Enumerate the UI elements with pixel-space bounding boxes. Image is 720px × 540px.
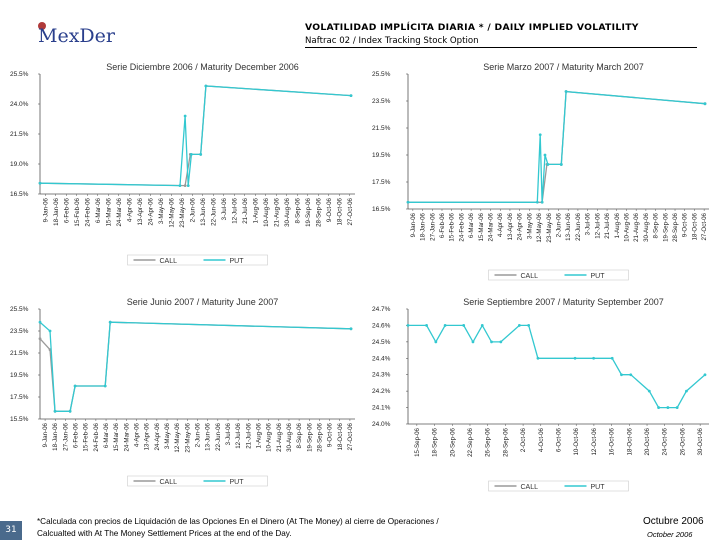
y-tick-label: 24.6% [372, 322, 391, 330]
y-tick-label: 17.5% [372, 179, 391, 186]
x-tick-label: 24-Mar-06 [115, 198, 123, 227]
x-tick-label: 15-Feb-06 [448, 213, 456, 242]
page-header [305, 22, 697, 46]
x-tick-label: 30-Aug-06 [285, 423, 293, 452]
x-tick-label: 20-Sep-06 [449, 428, 457, 457]
x-tick-label: 6-Feb-06 [72, 423, 80, 449]
x-tick-label: 26-Sep-06 [484, 428, 492, 457]
x-tick-label: 12-May-06 [168, 198, 176, 228]
x-tick-label: 22-Jun-06 [214, 423, 222, 451]
x-tick-label: 19-Sep-06 [306, 423, 314, 452]
x-tick-label: 13-Apr-06 [136, 198, 144, 226]
series-line-call [40, 86, 351, 186]
x-tick-label: 15-Sep-06 [413, 428, 421, 457]
y-tick-label: 23.5% [372, 98, 391, 105]
x-tick-label: 30-Aug-06 [283, 198, 291, 227]
footnote-line-1: *Calculada con precios de Liquidación de las Opciones En el Dinero (At The Money) al cierre de Operaciones / [37, 517, 439, 526]
data-point [546, 163, 549, 166]
x-tick-label: 15-Feb-06 [73, 198, 81, 227]
data-point [611, 357, 614, 360]
x-tick-label: 15-Mar-06 [477, 213, 485, 242]
x-tick-label: 18-Jan-06 [419, 213, 427, 241]
x-tick-label: 22-Sep-06 [466, 428, 474, 457]
x-tick-label: 2-Oct-06 [520, 428, 528, 453]
x-tick-label: 1-Aug-06 [255, 423, 263, 449]
x-tick-label: 28-Sep-06 [502, 428, 510, 457]
x-tick-label: 20-Oct-06 [644, 428, 652, 456]
x-tick-label: 19-Sep-06 [304, 198, 312, 227]
x-tick-label: 12-May-06 [174, 423, 182, 453]
data-point [350, 94, 353, 97]
x-tick-label: 9-Jan-06 [42, 423, 50, 448]
data-point [704, 102, 707, 105]
y-tick-label: 19.5% [372, 152, 391, 159]
x-tick-label: 18-Jan-06 [52, 198, 60, 226]
x-tick-label: 6-Mar-06 [468, 213, 476, 239]
x-tick-label: 30-Aug-06 [642, 213, 650, 242]
header-divider [305, 47, 697, 48]
series-line-call [40, 322, 351, 411]
x-tick-label: 12-Jul-06 [231, 198, 239, 224]
x-tick-label: 28-Sep-06 [315, 198, 323, 227]
x-tick-label: 18-Jan-06 [52, 423, 60, 451]
x-tick-label: 13-Apr-06 [143, 423, 151, 451]
x-tick-label: 24-Feb-06 [84, 198, 92, 227]
y-tick-label: 24.7% [372, 306, 391, 313]
chart-march-2007 [370, 60, 715, 290]
chart-title: Serie Junio 2007 / Maturity June 2007 [126, 297, 279, 307]
data-point [425, 324, 428, 327]
x-tick-label: 27-Oct-06 [701, 213, 709, 241]
chart-june-2007 [8, 295, 363, 500]
data-point [518, 324, 521, 327]
data-point [527, 324, 530, 327]
x-tick-label: 15-Mar-06 [105, 198, 113, 227]
chart-september-2007 [370, 295, 715, 500]
y-tick-label: 25.5% [10, 306, 29, 313]
x-tick-label: 18-Sep-06 [431, 428, 439, 457]
x-tick-label: 30-Oct-06 [697, 428, 705, 456]
y-tick-label: 21.5% [10, 131, 29, 138]
x-tick-label: 24-Mar-06 [487, 213, 495, 242]
x-tick-label: 24-Apr-06 [147, 198, 155, 226]
x-tick-label: 27-Jan-06 [429, 213, 437, 241]
data-point [350, 327, 353, 330]
series-line-call [408, 92, 705, 203]
x-tick-label: 23-May-06 [184, 423, 192, 453]
x-tick-label: 19-Sep-06 [662, 213, 670, 242]
x-tick-label: 8-Sep-06 [294, 198, 302, 224]
x-tick-label: 9-Oct-06 [681, 213, 689, 238]
x-tick-label: 23-May-06 [178, 198, 186, 228]
page-title: VOLATILIDAD IMPLÍCITA DIARIA * / DAILY IMPLIED VOLATILITY [305, 22, 639, 33]
legend-label-call: CALL [520, 273, 539, 280]
x-tick-label: 18-Oct-06 [626, 428, 634, 456]
x-tick-label: 22-Jun-06 [574, 213, 582, 241]
data-point [39, 182, 42, 185]
date-spanish: Octubre 2006 [643, 516, 704, 527]
data-point [74, 385, 77, 388]
x-tick-label: 24-Apr-06 [153, 423, 161, 451]
y-tick-label: 17.5% [10, 394, 29, 401]
footnote-line-2: Calcualted with At The Money Settlement Prices at the end of the Day. [37, 529, 292, 538]
data-point [472, 340, 475, 343]
data-point [620, 373, 623, 376]
x-tick-label: 16-Oct-06 [608, 428, 616, 456]
x-tick-label: 21-Jul-06 [604, 213, 612, 239]
chart-title: Serie Septiembre 2007 / Maturity September 2007 [463, 297, 664, 307]
x-tick-label: 2-Jun-06 [189, 198, 197, 223]
x-tick-label: 8-Sep-06 [652, 213, 660, 239]
x-tick-label: 9-Oct-06 [326, 423, 334, 448]
data-point [69, 410, 72, 413]
y-tick-label: 24.0% [10, 101, 29, 108]
x-tick-label: 18-Oct-06 [336, 198, 344, 226]
x-tick-label: 21-Jul-06 [241, 198, 249, 224]
x-tick-label: 13-Apr-06 [506, 213, 514, 241]
data-point [565, 90, 568, 93]
data-point [179, 184, 182, 187]
x-tick-label: 12-May-06 [536, 213, 544, 243]
data-point [537, 357, 540, 360]
x-tick-label: 26-Oct-06 [679, 428, 687, 456]
y-tick-label: 24.1% [372, 404, 391, 412]
data-point [629, 373, 632, 376]
mexder-logo [36, 18, 115, 48]
x-tick-label: 2-Jun-06 [194, 423, 202, 448]
legend-label-call: CALL [159, 258, 178, 265]
data-point [539, 133, 542, 136]
y-tick-label: 23.5% [10, 328, 29, 335]
data-point [199, 153, 202, 156]
data-point [666, 406, 669, 409]
legend-label-call: CALL [520, 484, 539, 491]
x-tick-label: 1-Aug-06 [613, 213, 621, 239]
data-point [434, 340, 437, 343]
x-tick-label: 6-Feb-06 [438, 213, 446, 239]
x-tick-label: 3-May-06 [526, 213, 534, 240]
data-point [462, 324, 465, 327]
x-tick-label: 2-Jun-06 [555, 213, 563, 238]
x-tick-label: 27-Oct-06 [346, 423, 354, 451]
data-point [444, 324, 447, 327]
series-line-put [40, 322, 351, 411]
data-point [536, 201, 539, 204]
x-tick-label: 22-Jun-06 [210, 198, 218, 226]
y-tick-label: 21.5% [10, 350, 29, 357]
x-tick-label: 4-Apr-06 [126, 198, 134, 223]
x-tick-label: 10-Aug-06 [262, 198, 270, 227]
x-tick-label: 4-Apr-06 [497, 213, 505, 238]
x-tick-label: 9-Jan-06 [42, 198, 50, 223]
data-point [481, 324, 484, 327]
x-tick-label: 18-Oct-06 [336, 423, 344, 451]
y-tick-label: 19.0% [10, 161, 29, 168]
y-tick-label: 24.3% [372, 371, 391, 379]
data-point [187, 184, 190, 187]
data-point [544, 154, 547, 157]
y-tick-label: 24.2% [372, 388, 391, 396]
chart-title: Serie Diciembre 2006 / Maturity December 2006 [106, 62, 299, 72]
x-tick-label: 3-Jul-06 [224, 423, 232, 446]
x-tick-label: 6-Oct-06 [555, 428, 563, 453]
x-tick-label: 3-Jul-06 [220, 198, 228, 221]
x-tick-label: 21-Aug-06 [273, 198, 281, 227]
x-tick-label: 3-May-06 [164, 423, 172, 450]
x-tick-label: 28-Sep-06 [316, 423, 324, 452]
x-tick-label: 13-Jun-06 [565, 213, 573, 241]
y-tick-label: 16.5% [372, 206, 391, 213]
y-tick-label: 25.5% [10, 71, 29, 78]
x-tick-label: 4-Apr-06 [133, 423, 141, 448]
x-tick-label: 3-May-06 [157, 198, 165, 225]
x-tick-label: 24-Feb-06 [92, 423, 100, 452]
y-tick-label: 16.5% [10, 191, 29, 198]
x-tick-label: 24-Oct-06 [661, 428, 669, 456]
x-tick-label: 10-Oct-06 [573, 428, 581, 456]
y-tick-label: 21.5% [372, 125, 391, 132]
data-point [560, 163, 563, 166]
chart-december-2006 [8, 60, 363, 290]
x-tick-label: 10-Aug-06 [623, 213, 631, 242]
legend-label-put: PUT [229, 258, 244, 265]
x-tick-label: 13-Jun-06 [199, 198, 207, 226]
y-tick-label: 24.5% [372, 338, 391, 346]
data-point [190, 153, 193, 156]
x-tick-label: 23-May-06 [545, 213, 553, 243]
x-tick-label: 9-Oct-06 [325, 198, 333, 223]
data-point [407, 201, 410, 204]
series-line-put [40, 86, 351, 186]
y-tick-label: 24.0% [372, 421, 391, 428]
footnote [37, 516, 439, 540]
y-tick-label: 24.4% [372, 355, 391, 363]
data-point [184, 184, 187, 187]
data-point [676, 406, 679, 409]
x-tick-label: 12-Oct-06 [590, 428, 598, 456]
x-tick-label: 6-Feb-06 [63, 198, 71, 224]
x-tick-label: 3-Jul-06 [584, 213, 592, 236]
y-tick-label: 15.5% [10, 416, 29, 423]
x-tick-label: 9-Jan-06 [409, 213, 417, 238]
data-point [104, 385, 107, 388]
data-point [39, 321, 42, 324]
legend-label-put: PUT [229, 479, 244, 486]
data-point [499, 340, 502, 343]
page-number: 31 [0, 521, 22, 540]
data-point [109, 321, 112, 324]
legend-label-put: PUT [590, 484, 605, 491]
x-tick-label: 15-Feb-06 [82, 423, 90, 452]
x-tick-label: 4-Oct-06 [537, 428, 545, 453]
y-tick-label: 19.5% [10, 372, 29, 379]
x-tick-label: 13-Jun-06 [204, 423, 212, 451]
data-point [574, 357, 577, 360]
data-point [39, 337, 42, 340]
legend-label-call: CALL [159, 479, 178, 486]
data-point [204, 85, 207, 88]
x-tick-label: 12-Jul-06 [594, 213, 602, 239]
x-tick-label: 21-Aug-06 [633, 213, 641, 242]
logo-text: MexDer [38, 25, 115, 47]
data-point [407, 324, 410, 327]
x-tick-label: 8-Sep-06 [296, 423, 304, 449]
data-point [184, 115, 187, 118]
x-tick-label: 1-Aug-06 [252, 198, 260, 224]
x-tick-label: 24-Mar-06 [123, 423, 131, 452]
data-point [704, 373, 707, 376]
data-point [49, 330, 52, 333]
x-tick-label: 28-Sep-06 [672, 213, 680, 242]
page-subtitle: Naftrac 02 / Index Tracking Stock Option [305, 36, 479, 46]
x-tick-label: 6-Mar-06 [94, 198, 102, 224]
x-tick-label: 24-Apr-06 [516, 213, 524, 241]
data-point [685, 390, 688, 393]
series-line-put [408, 325, 705, 407]
x-tick-label: 18-Oct-06 [691, 213, 699, 241]
data-point [592, 357, 595, 360]
x-tick-label: 6-Mar-06 [103, 423, 111, 449]
chart-title: Serie Marzo 2007 / Maturity March 2007 [483, 62, 644, 72]
y-tick-label: 25.5% [372, 71, 391, 78]
data-point [54, 410, 57, 413]
x-tick-label: 12-Jul-06 [235, 423, 243, 449]
x-tick-label: 21-Aug-06 [275, 423, 283, 452]
x-tick-label: 24-Feb-06 [458, 213, 466, 242]
date-english: October 2006 [647, 530, 693, 539]
x-tick-label: 27-Oct-06 [346, 198, 354, 226]
series-line-put [408, 92, 705, 203]
data-point [490, 340, 493, 343]
data-point [657, 406, 660, 409]
x-tick-label: 27-Jan-06 [62, 423, 70, 451]
x-tick-label: 10-Aug-06 [265, 423, 273, 452]
data-point [541, 201, 544, 204]
data-point [648, 390, 651, 393]
x-tick-label: 15-Mar-06 [113, 423, 121, 452]
x-tick-label: 21-Jul-06 [245, 423, 253, 449]
legend-label-put: PUT [590, 273, 605, 280]
